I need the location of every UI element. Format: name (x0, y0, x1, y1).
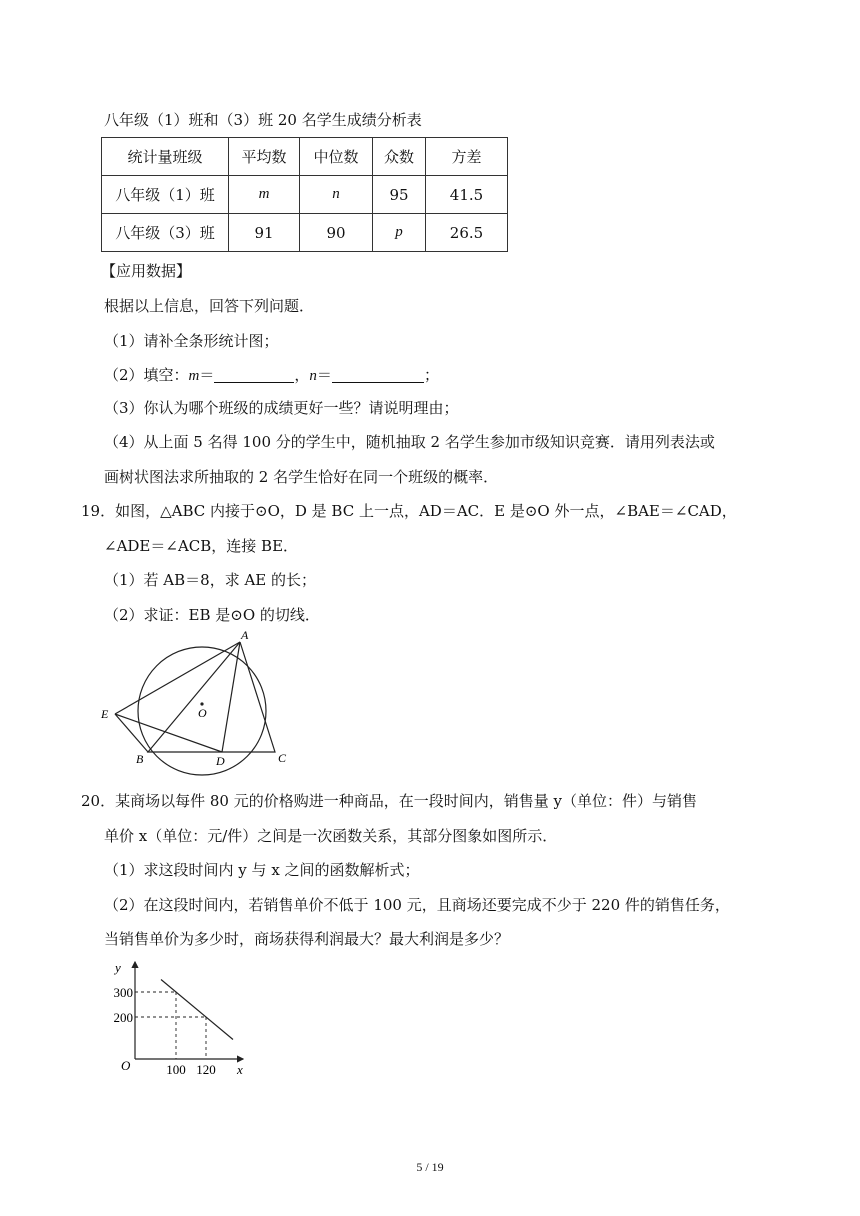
table-row (102, 214, 508, 252)
header-cell: 平均数 (229, 138, 300, 176)
label-d: D (216, 754, 225, 768)
table-row (102, 176, 508, 214)
q20-line2: 单价 x（单位：元/件）之间是一次函数关系，其部分图象如图所示． (104, 827, 558, 845)
label-a: A (241, 628, 249, 642)
q18-part3: （3）你认为哪个班级的成绩更好一些？请说明理由； (104, 399, 459, 417)
table-cell: p (373, 214, 426, 252)
table-caption: 八年级（1）班和（3）班 20 名学生成绩分析表 (104, 111, 422, 129)
line-end: ； (423, 366, 439, 384)
table-header-row (102, 138, 508, 176)
section-heading: 【应用数据】 (101, 262, 192, 280)
q20-line1: 20．某商场以每件 80 元的价格购进一种商品，在一段时间内，销售量 y（单位：件）与销售 (81, 792, 697, 810)
table-cell: 八年级（1）班 (102, 176, 229, 214)
var-m: m (188, 368, 200, 384)
segment-ae (115, 642, 240, 714)
q18-part1: （1）请补全条形统计图； (104, 332, 279, 350)
circle-geometry-figure (95, 622, 295, 782)
header-cell: 方差 (426, 138, 508, 176)
label-o: O (198, 706, 207, 720)
table-cell: 91 (229, 214, 300, 252)
table-cell: 41.5 (426, 176, 508, 214)
stats-table (101, 137, 508, 252)
label-e: E (101, 707, 109, 721)
q18-part2-prefix: （2）填空： (104, 366, 189, 384)
label-c: C (278, 751, 287, 765)
equals-sign: ＝ (316, 366, 332, 384)
q20-part2-line1: （2）在这段时间内，若销售单价不低于 100 元，且商场还要完成不少于 220 件的销售任务， (104, 896, 730, 914)
q18-part2 (104, 365, 439, 386)
header-cell: 统计量班级 (102, 138, 229, 176)
separator: ， (294, 366, 310, 384)
header-cell: 中位数 (300, 138, 373, 176)
answer-blank-n (332, 368, 424, 383)
intro-text: 根据以上信息，回答下列问题． (104, 297, 315, 315)
y-axis-label: y (115, 960, 121, 975)
table-cell: 八年级（3）班 (102, 214, 229, 252)
origin-label: O (121, 1058, 131, 1073)
table-cell: 26.5 (426, 214, 508, 252)
function-line (161, 980, 233, 1040)
q20-part2-line2: 当销售单价为多少时，商场获得利润最大？最大利润是多少？ (104, 930, 510, 948)
q19-line1: 19．如图，△ABC 内接于⊙O，D 是 BC 上一点，AD＝AC．E 是⊙O 外一点，∠BAE＝∠CAD， (81, 502, 737, 520)
q18-part4-line2: 画树状图法求所抽取的 2 名学生恰好在同一个班级的概率． (104, 468, 499, 486)
linear-function-graph (95, 952, 260, 1082)
x-tick-label: 100 (166, 1062, 186, 1077)
x-tick-label: 120 (196, 1062, 216, 1077)
q19-part2: （2）求证：EB 是⊙O 的切线． (104, 606, 320, 624)
table-cell: 95 (373, 176, 426, 214)
q19-part1: （1）若 AB＝8，求 AE 的长； (104, 571, 317, 589)
x-axis-label: x (237, 1062, 243, 1077)
q18-part4-line1: （4）从上面 5 名得 100 分的学生中，随机抽取 2 名学生参加市级知识竞赛．请用列表法或 (104, 433, 715, 451)
page-number: 5 / 19 (416, 1160, 444, 1174)
q19-line2: ∠ADE＝∠ACB，连接 BE． (104, 537, 299, 555)
y-tick-label: 300 (113, 985, 133, 1000)
q20-part1: （1）求这段时间内 y 与 x 之间的函数解析式； (104, 861, 420, 879)
var-n: n (309, 368, 317, 384)
segment-ad (222, 642, 240, 752)
answer-blank-m (214, 368, 294, 383)
label-b: B (136, 752, 144, 766)
table-cell: n (300, 176, 373, 214)
header-cell: 众数 (373, 138, 426, 176)
table-cell: 90 (300, 214, 373, 252)
y-tick-label: 200 (113, 1010, 133, 1025)
equals-sign: ＝ (199, 366, 215, 384)
table-cell: m (229, 176, 300, 214)
